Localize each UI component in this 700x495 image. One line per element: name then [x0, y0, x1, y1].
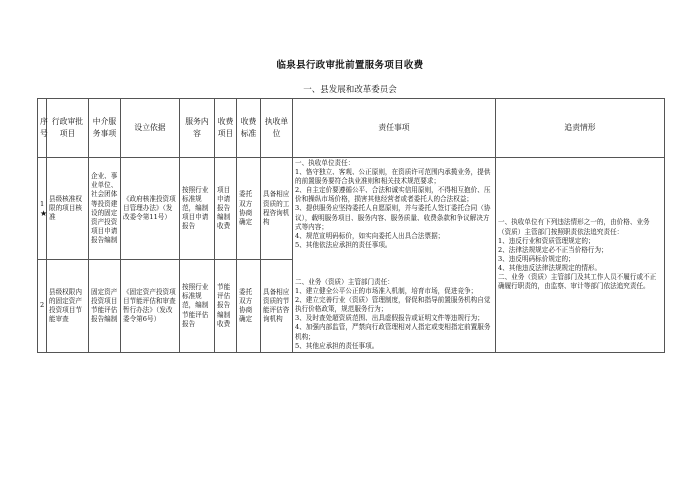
duty-line: 4、规范宣明码标价，如实向委托人出具合法票据；	[295, 231, 445, 240]
duty-cell	[293, 158, 496, 353]
row-seq	[38, 158, 47, 260]
duty-line: 1、恪守独立、客观、公正原则，在资质许可范围内承揽业务，提供的前置服务要符合执业准则和相关技术规范要求；	[295, 168, 491, 186]
duty-line: 一、执收单位责任：	[295, 159, 355, 167]
header-fee-item: 收费项目	[215, 99, 237, 158]
row-executor: 具备相应资质的工程咨询机构	[261, 158, 293, 260]
header-accountability: 追责情形	[496, 99, 665, 158]
page-title: 临泉县行政审批前置服务项目收费	[276, 60, 424, 71]
header-approval: 行政审批项目	[47, 99, 89, 158]
duty-line: 3、提供服务应坚持委托人自愿原则，并与委托人签订委托合同（协议），载明服务项目、服务内容、服务质量、收费条款和争议解决方式等内容；	[295, 204, 491, 231]
star-icon: ★	[40, 208, 48, 218]
row-fee-item: 节能评估报告编制收费	[215, 260, 237, 352]
accountability-line: 3、违反明码标价规定的；	[498, 254, 575, 263]
row-fee-standard: 委托双方协商确定	[237, 158, 261, 260]
row-agency: 企业、事业单位、社会团体等投资建设的固定资产投资项目申请报告编制	[89, 158, 121, 260]
duty-line: 二、业务（资质）主管部门责任：	[295, 277, 394, 286]
accountability-line: 二、业务（资质）主管部门及其工作人员不履行或不正确履行职责的，由监察、审计等部门依法追究责任。	[498, 273, 657, 291]
duty-line: 2、自主定价要遵循公平、合法和诚实信用原则，不得相互抱价、压价和操纵市场价格，损害其他经营者或者委托人的合法权益；	[295, 186, 491, 204]
table-header-row	[38, 99, 665, 158]
header-fee-standard: 收费标准	[237, 99, 261, 158]
duty-line: 2、建立完善行业（资质）管理制度，督促和指导前置服务机构自觉执行价格政策，规范服务行为；	[295, 296, 491, 314]
fee-table	[37, 98, 665, 353]
header-duty: 责任事项	[293, 99, 496, 158]
duty-spacer	[295, 250, 493, 278]
row-seq: 2	[38, 260, 47, 352]
accountability-line: 2、法律法规规定必不正当价格行为；	[498, 245, 608, 254]
accountability-line: 一、执收单位有下列违法情形之一的，由价格、业务（资质）主管部门按照职责依法追究责任：	[498, 218, 650, 236]
row-approval: 县级核准权限的项目核准	[47, 158, 89, 260]
row-approval: 县级权限内的固定资产投资项目节能审查	[47, 260, 89, 352]
section-heading: 一、县发展和改革委员会	[303, 85, 397, 95]
accountability-line: 1、违反行业和资质管理规定的；	[498, 236, 595, 245]
header-seq: 序号	[38, 99, 47, 158]
accountability-cell	[496, 158, 665, 353]
row-basis: 《政府核准投资项目管理办法》（发改委令第11号）	[121, 158, 180, 260]
row-seq-number: 1	[40, 199, 45, 208]
header-basis: 设立依据	[121, 99, 180, 158]
header-content: 服务内容	[180, 99, 215, 158]
row-executor: 具备相应资质的节能评估咨询机构	[261, 260, 293, 352]
header-executor: 执收单位	[261, 99, 293, 158]
duty-line: 5、其他依法应承担的责任事项。	[295, 240, 392, 249]
row-basis: 《固定资产投资项目节能评估和审查暂行办法》（发改委令第6号）	[121, 260, 180, 352]
duty-line: 5、其他应承担的责任事项。	[295, 341, 379, 350]
row-agency: 固定资产投资项目节能评估报告编制	[89, 260, 121, 352]
table-row	[38, 158, 665, 260]
duty-line: 3、及时查处超资质范围、出具虚假报告或证明文件等违规行为；	[295, 314, 484, 323]
row-fee-standard: 委托双方协商确定	[237, 260, 261, 352]
duty-line: 4、加强内部监管，严禁向行政管理相对人指定或变相指定前置服务机构；	[295, 323, 491, 341]
row-content: 按照行业标准规范，编制节能评估报告	[180, 260, 215, 352]
duty-line: 1、建立健全公平公正的市场准入机制，培育市场，促进竞争；	[295, 287, 478, 296]
header-agency: 中介服务事项	[89, 99, 121, 158]
row-fee-item: 项目申请报告编制收费	[215, 158, 237, 260]
accountability-line: 4、其他违反法律法规规定的情形。	[498, 263, 602, 272]
row-content: 按照行业标准规范，编制项目申请报告	[180, 158, 215, 260]
